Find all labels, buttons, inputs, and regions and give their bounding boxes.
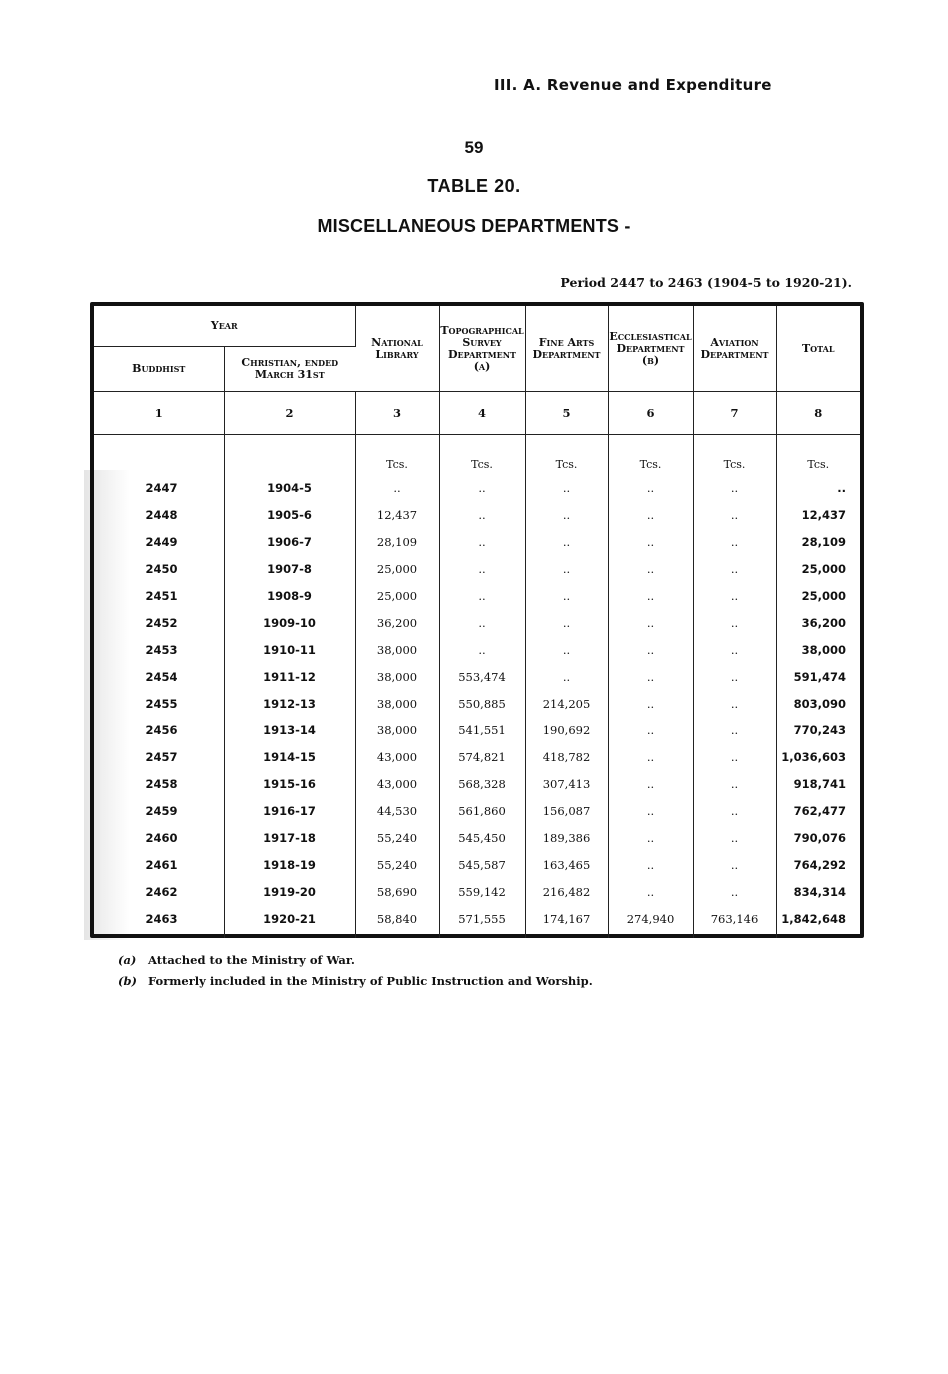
cell-national-library: 38,000 <box>355 663 439 690</box>
cell-national-library: 36,200 <box>355 609 439 636</box>
table-row <box>94 771 860 798</box>
cell-buddhist-year: 2458 <box>94 771 224 798</box>
cell-topographical-survey: 545,587 <box>439 851 525 878</box>
cell-total: 803,090 <box>793 696 846 711</box>
cell-buddhist-year: 2450 <box>94 556 224 583</box>
header-national-library: National Library <box>355 306 439 392</box>
table-row <box>94 556 860 583</box>
table-row <box>94 878 860 905</box>
unit-cell: Tcs. <box>608 435 693 476</box>
cell-national-library: 25,000 <box>355 556 439 583</box>
cell-ecclesiastical: .. <box>608 583 693 610</box>
cell-buddhist-year: 2451 <box>94 583 224 610</box>
cell-national-library: 55,240 <box>355 825 439 852</box>
cell-christian-year: 1910-11 <box>224 636 355 663</box>
cell-christian-year: 1906-7 <box>224 529 355 556</box>
header-buddhist: Buddhist <box>94 347 224 392</box>
footnote-mark: (b) <box>118 974 137 988</box>
cell-topographical-survey: .. <box>439 583 525 610</box>
footnote-text: Formerly included in the Ministry of Public Instruction and Worship. <box>148 974 593 988</box>
cell-christian-year: 1918-19 <box>224 851 355 878</box>
unit-cell: Tcs. <box>807 458 830 471</box>
cell-ecclesiastical: .. <box>608 636 693 663</box>
column-number: 3 <box>355 392 439 435</box>
unit-cell <box>224 435 355 476</box>
footnotes <box>118 950 593 992</box>
cell-topographical-survey: .. <box>439 475 525 502</box>
unit-row <box>94 435 860 476</box>
cell-christian-year: 1913-14 <box>224 717 355 744</box>
cell-topographical-survey: .. <box>439 556 525 583</box>
cell-christian-year: 1908-9 <box>224 583 355 610</box>
table-row <box>94 663 860 690</box>
cell-ecclesiastical: .. <box>608 798 693 825</box>
cell-national-library: 38,000 <box>355 636 439 663</box>
cell-fine-arts: .. <box>525 556 608 583</box>
cell-fine-arts: 174,167 <box>525 905 608 938</box>
cell-topographical-survey: 559,142 <box>439 878 525 905</box>
cell-aviation: .. <box>693 744 776 771</box>
table-row <box>94 905 860 938</box>
cell-total: 770,243 <box>793 723 846 738</box>
cell-buddhist-year: 2447 <box>94 475 224 502</box>
cell-buddhist-year: 2452 <box>94 609 224 636</box>
table-number: TABLE 20. <box>427 176 521 196</box>
cell-ecclesiastical: .. <box>608 502 693 529</box>
cell-ecclesiastical: .. <box>608 690 693 717</box>
table-row <box>94 609 860 636</box>
unit-cell: Tcs. <box>355 435 439 476</box>
cell-national-library: .. <box>355 475 439 502</box>
cell-total: 36,200 <box>801 615 846 630</box>
cell-total: 25,000 <box>801 589 846 603</box>
cell-buddhist-year: 2463 <box>94 905 224 938</box>
cell-buddhist-year: 2457 <box>94 744 224 771</box>
cell-christian-year: 1907-8 <box>224 556 355 583</box>
cell-topographical-survey: .. <box>439 502 525 529</box>
cell-ecclesiastical: .. <box>608 556 693 583</box>
cell-christian-year: 1912-13 <box>224 690 355 717</box>
header-aviation: Aviation Department <box>693 306 776 392</box>
cell-national-library: 55,240 <box>355 851 439 878</box>
cell-national-library: 58,840 <box>355 905 439 938</box>
cell-national-library: 58,690 <box>355 878 439 905</box>
cell-topographical-survey: .. <box>439 636 525 663</box>
table-row <box>94 583 860 610</box>
cell-aviation: .. <box>693 717 776 744</box>
table-row <box>94 690 860 717</box>
cell-total: 762,477 <box>793 804 846 819</box>
cell-christian-year: 1919-20 <box>224 878 355 905</box>
unit-cell: Tcs. <box>439 435 525 476</box>
cell-aviation: 763,146 <box>693 905 776 938</box>
cell-aviation: .. <box>693 529 776 556</box>
cell-fine-arts: 156,087 <box>525 798 608 825</box>
cell-total: 1,036,603 <box>781 750 846 765</box>
cell-national-library: 43,000 <box>355 744 439 771</box>
cell-buddhist-year: 2449 <box>94 529 224 556</box>
table-row <box>94 798 860 825</box>
header-ecclesiastical: Ecclesiastical Department (b) <box>608 306 693 392</box>
cell-buddhist-year: 2448 <box>94 502 224 529</box>
cell-fine-arts: 190,692 <box>525 717 608 744</box>
column-number: 6 <box>608 392 693 435</box>
cell-fine-arts: .. <box>525 475 608 502</box>
cell-topographical-survey: 550,885 <box>439 690 525 717</box>
cell-aviation: .. <box>693 636 776 663</box>
cell-topographical-survey: 545,450 <box>439 825 525 852</box>
cell-aviation: .. <box>693 798 776 825</box>
cell-total: 790,076 <box>793 831 846 846</box>
cell-fine-arts: 216,482 <box>525 878 608 905</box>
cell-total: 38,000 <box>801 642 846 657</box>
cell-total: 28,109 <box>801 535 846 550</box>
cell-fine-arts: 418,782 <box>525 744 608 771</box>
cell-christian-year: 1909-10 <box>224 609 355 636</box>
column-number: 4 <box>439 392 525 435</box>
cell-buddhist-year: 2455 <box>94 690 224 717</box>
cell-fine-arts: 189,386 <box>525 825 608 852</box>
table-row <box>94 502 860 529</box>
cell-fine-arts: 163,465 <box>525 851 608 878</box>
cell-total: 591,474 <box>793 669 846 684</box>
cell-topographical-survey: 568,328 <box>439 771 525 798</box>
cell-ecclesiastical: .. <box>608 529 693 556</box>
column-number: 8 <box>776 392 860 435</box>
cell-total: 12,437 <box>801 508 846 523</box>
cell-aviation: .. <box>693 825 776 852</box>
cell-total: 918,741 <box>793 777 846 792</box>
cell-christian-year: 1915-16 <box>224 771 355 798</box>
column-number: 5 <box>525 392 608 435</box>
column-number: 1 <box>94 392 224 435</box>
cell-ecclesiastical: .. <box>608 475 693 502</box>
table-title: MISCELLANEOUS DEPARTMENTS - <box>317 216 631 236</box>
cell-aviation: .. <box>693 502 776 529</box>
cell-fine-arts: .. <box>525 583 608 610</box>
table-row <box>94 825 860 852</box>
cell-fine-arts: .. <box>525 529 608 556</box>
cell-buddhist-year: 2456 <box>94 717 224 744</box>
footnote-a <box>118 950 593 971</box>
cell-fine-arts: .. <box>525 663 608 690</box>
table-row <box>94 636 860 663</box>
cell-topographical-survey: 541,551 <box>439 717 525 744</box>
running-head: III. A. Revenue and Expenditure <box>494 76 772 94</box>
cell-christian-year: 1916-17 <box>224 798 355 825</box>
cell-topographical-survey: .. <box>439 609 525 636</box>
miscellaneous-departments-table <box>94 306 860 938</box>
cell-aviation: .. <box>693 690 776 717</box>
table-row <box>94 744 860 771</box>
cell-total: 1,842,648 <box>781 911 846 926</box>
cell-national-library: 43,000 <box>355 771 439 798</box>
cell-christian-year: 1917-18 <box>224 825 355 852</box>
cell-fine-arts: 214,205 <box>525 690 608 717</box>
cell-ecclesiastical: .. <box>608 744 693 771</box>
cell-aviation: .. <box>693 609 776 636</box>
cell-total: 834,314 <box>793 884 846 899</box>
cell-ecclesiastical: .. <box>608 609 693 636</box>
cell-topographical-survey: 571,555 <box>439 905 525 938</box>
cell-national-library: 38,000 <box>355 690 439 717</box>
cell-aviation: .. <box>693 556 776 583</box>
footnote-mark: (a) <box>118 953 137 967</box>
cell-buddhist-year: 2460 <box>94 825 224 852</box>
cell-buddhist-year: 2462 <box>94 878 224 905</box>
unit-cell: Tcs. <box>693 435 776 476</box>
cell-ecclesiastical: .. <box>608 878 693 905</box>
table-row <box>94 475 860 502</box>
cell-national-library: 38,000 <box>355 717 439 744</box>
cell-total: 25,000 <box>801 562 846 577</box>
cell-buddhist-year: 2453 <box>94 636 224 663</box>
cell-buddhist-year: 2454 <box>94 663 224 690</box>
cell-total: .. <box>837 481 846 496</box>
cell-total: 764,292 <box>793 857 846 872</box>
cell-christian-year: 1914-15 <box>224 744 355 771</box>
cell-ecclesiastical: .. <box>608 825 693 852</box>
cell-christian-year: 1920-21 <box>224 905 355 938</box>
cell-ecclesiastical: .. <box>608 851 693 878</box>
cell-christian-year: 1905-6 <box>224 502 355 529</box>
cell-national-library: 28,109 <box>355 529 439 556</box>
cell-topographical-survey: 561,860 <box>439 798 525 825</box>
cell-fine-arts: .. <box>525 609 608 636</box>
header-christian: Christian, ended March 31st <box>224 347 355 392</box>
cell-ecclesiastical: .. <box>608 771 693 798</box>
cell-christian-year: 1904-5 <box>224 475 355 502</box>
column-number-row <box>94 392 860 435</box>
cell-christian-year: 1911-12 <box>224 663 355 690</box>
cell-topographical-survey: .. <box>439 529 525 556</box>
cell-buddhist-year: 2461 <box>94 851 224 878</box>
cell-national-library: 12,437 <box>355 502 439 529</box>
cell-aviation: .. <box>693 771 776 798</box>
cell-topographical-survey: 574,821 <box>439 744 525 771</box>
page-number: 59 <box>464 138 484 157</box>
table-row <box>94 529 860 556</box>
footnote-text: Attached to the Ministry of War. <box>148 953 355 967</box>
table-row <box>94 851 860 878</box>
cell-fine-arts: .. <box>525 636 608 663</box>
column-number: 7 <box>693 392 776 435</box>
unit-cell: Tcs. <box>525 435 608 476</box>
cell-ecclesiastical: .. <box>608 717 693 744</box>
cell-aviation: .. <box>693 475 776 502</box>
cell-aviation: .. <box>693 663 776 690</box>
cell-aviation: .. <box>693 583 776 610</box>
cell-ecclesiastical: 274,940 <box>608 905 693 938</box>
cell-fine-arts: .. <box>525 502 608 529</box>
header-year: Year <box>94 306 355 347</box>
cell-topographical-survey: 553,474 <box>439 663 525 690</box>
cell-ecclesiastical: .. <box>608 663 693 690</box>
period-caption: Period 2447 to 2463 (1904-5 to 1920-21). <box>560 275 852 290</box>
cell-aviation: .. <box>693 878 776 905</box>
unit-cell <box>94 435 224 476</box>
cell-buddhist-year: 2459 <box>94 798 224 825</box>
header-topographical-survey: Topographical Survey Department (a) <box>439 306 525 392</box>
cell-fine-arts: 307,413 <box>525 771 608 798</box>
cell-national-library: 44,530 <box>355 798 439 825</box>
footnote-b <box>118 971 593 992</box>
cell-national-library: 25,000 <box>355 583 439 610</box>
header-total: Total <box>776 306 860 392</box>
header-fine-arts: Fine Arts Department <box>525 306 608 392</box>
column-number: 2 <box>224 392 355 435</box>
cell-aviation: .. <box>693 851 776 878</box>
table-row <box>94 717 860 744</box>
